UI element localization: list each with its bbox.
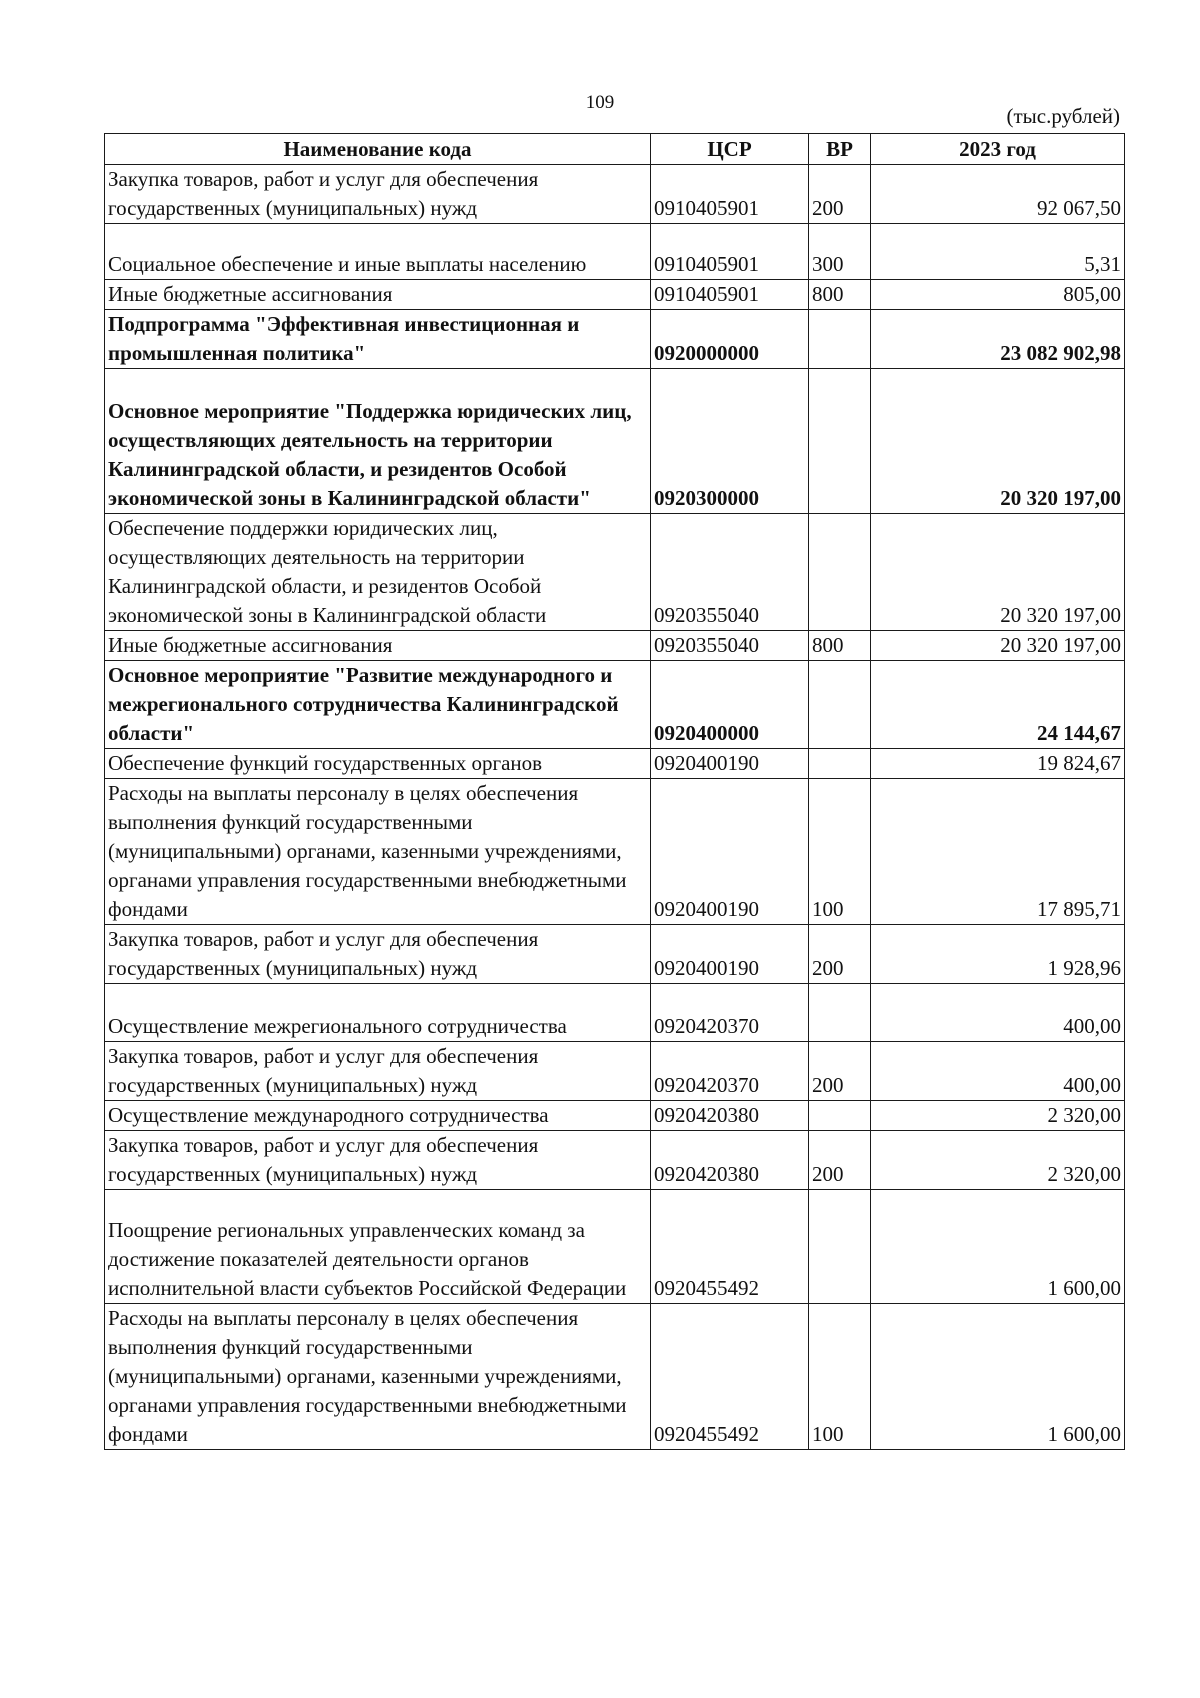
row-amount-cell: 1 600,00 <box>871 1304 1125 1450</box>
row-amount-cell: 23 082 902,98 <box>871 310 1125 369</box>
row-csr-cell: 0920400000 <box>651 661 809 749</box>
row-csr-cell: 0920400190 <box>651 925 809 984</box>
header-year: 2023 год <box>871 134 1125 165</box>
row-csr-cell: 0920400190 <box>651 749 809 779</box>
row-name-cell: Расходы на выплаты персоналу в целях обеспечения выполнения функций государственными (муниципальными) органами, казенными учреждениями, органами управления государственными внебюджетными фондами <box>105 779 651 925</box>
table-row <box>105 280 1125 310</box>
row-csr-cell: 0910405901 <box>651 165 809 224</box>
row-vr-cell: 800 <box>809 280 871 310</box>
row-vr-cell: 800 <box>809 631 871 661</box>
row-amount-cell: 17 895,71 <box>871 779 1125 925</box>
table-row <box>105 310 1125 369</box>
row-name-cell: Иные бюджетные ассигнования <box>105 280 651 310</box>
row-amount-cell: 400,00 <box>871 1042 1125 1101</box>
row-amount-cell: 20 320 197,00 <box>871 631 1125 661</box>
row-name-cell: Социальное обеспечение и иные выплаты населению <box>105 224 651 280</box>
row-vr-cell: 200 <box>809 1042 871 1101</box>
table-row <box>105 1131 1125 1190</box>
row-amount-cell: 19 824,67 <box>871 749 1125 779</box>
row-vr-cell <box>809 369 871 514</box>
row-csr-cell: 0920420380 <box>651 1101 809 1131</box>
page-number: 109 <box>585 92 615 113</box>
row-vr-cell: 200 <box>809 165 871 224</box>
table-row <box>105 631 1125 661</box>
table-row <box>105 514 1125 631</box>
row-name-cell: Основное мероприятие "Развитие международного и межрегионального сотрудничества Калининградской области" <box>105 661 651 749</box>
row-csr-cell: 0920455492 <box>651 1190 809 1304</box>
row-vr-cell: 200 <box>809 1131 871 1190</box>
row-amount-cell: 2 320,00 <box>871 1131 1125 1190</box>
header-csr: ЦСР <box>651 134 809 165</box>
row-name-cell: Обеспечение функций государственных органов <box>105 749 651 779</box>
row-name-cell: Осуществление международного сотрудничества <box>105 1101 651 1131</box>
row-amount-cell: 2 320,00 <box>871 1101 1125 1131</box>
row-csr-cell: 0920420370 <box>651 1042 809 1101</box>
row-amount-cell: 1 928,96 <box>871 925 1125 984</box>
table-row <box>105 925 1125 984</box>
row-name-cell: Закупка товаров, работ и услуг для обеспечения государственных (муниципальных) нужд <box>105 165 651 224</box>
units-note: (тыс.рублей) <box>1006 104 1120 128</box>
row-amount-cell: 400,00 <box>871 984 1125 1042</box>
row-amount-cell: 20 320 197,00 <box>871 514 1125 631</box>
header-name: Наименование кода <box>105 134 651 165</box>
row-vr-cell <box>809 984 871 1042</box>
row-vr-cell: 100 <box>809 779 871 925</box>
row-name-cell: Закупка товаров, работ и услуг для обеспечения государственных (муниципальных) нужд <box>105 1042 651 1101</box>
row-csr-cell: 0920355040 <box>651 631 809 661</box>
table-header-row <box>105 134 1125 165</box>
row-csr-cell: 0920420380 <box>651 1131 809 1190</box>
row-amount-cell: 92 067,50 <box>871 165 1125 224</box>
table-row <box>105 1042 1125 1101</box>
row-csr-cell: 0910405901 <box>651 280 809 310</box>
row-name-cell: Иные бюджетные ассигнования <box>105 631 651 661</box>
row-vr-cell: 300 <box>809 224 871 280</box>
row-vr-cell <box>809 749 871 779</box>
row-csr-cell: 0920400190 <box>651 779 809 925</box>
table-row <box>105 165 1125 224</box>
row-vr-cell <box>809 1101 871 1131</box>
row-vr-cell <box>809 514 871 631</box>
row-name-cell: Основное мероприятие "Поддержка юридических лиц, осуществляющих деятельность на территории Калининградской области, и резидентов Особой экономической зоны в Калининградской области" <box>105 369 651 514</box>
row-csr-cell: 0920300000 <box>651 369 809 514</box>
row-name-cell: Поощрение региональных управленческих команд за достижение показателей деятельности органов исполнительной власти субъектов Российской Федерации <box>105 1190 651 1304</box>
row-csr-cell: 0910405901 <box>651 224 809 280</box>
row-name-cell: Расходы на выплаты персоналу в целях обеспечения выполнения функций государственными (муниципальными) органами, казенными учреждениями, органами управления государственными внебюджетными фондами <box>105 1304 651 1450</box>
row-name-cell: Подпрограмма "Эффективная инвестиционная и промышленная политика" <box>105 310 651 369</box>
row-vr-cell <box>809 661 871 749</box>
table-row <box>105 1304 1125 1450</box>
row-amount-cell: 5,31 <box>871 224 1125 280</box>
row-name-cell: Обеспечение поддержки юридических лиц, осуществляющих деятельность на территории Калининградской области, и резидентов Особой экономической зоны в Калининградской области <box>105 514 651 631</box>
row-vr-cell: 200 <box>809 925 871 984</box>
row-amount-cell: 24 144,67 <box>871 661 1125 749</box>
table-row <box>105 224 1125 280</box>
row-csr-cell: 0920355040 <box>651 514 809 631</box>
row-amount-cell: 20 320 197,00 <box>871 369 1125 514</box>
table-row <box>105 1101 1125 1131</box>
row-csr-cell: 0920455492 <box>651 1304 809 1450</box>
budget-table <box>104 133 1125 1450</box>
table-row <box>105 984 1125 1042</box>
table-row <box>105 369 1125 514</box>
row-vr-cell <box>809 1190 871 1304</box>
header-vr: ВР <box>809 134 871 165</box>
row-name-cell: Осуществление межрегионального сотрудничества <box>105 984 651 1042</box>
table-row <box>105 749 1125 779</box>
table-row <box>105 779 1125 925</box>
table-row <box>105 1190 1125 1304</box>
row-amount-cell: 805,00 <box>871 280 1125 310</box>
row-name-cell: Закупка товаров, работ и услуг для обеспечения государственных (муниципальных) нужд <box>105 925 651 984</box>
row-vr-cell <box>809 310 871 369</box>
row-amount-cell: 1 600,00 <box>871 1190 1125 1304</box>
row-csr-cell: 0920420370 <box>651 984 809 1042</box>
row-name-cell: Закупка товаров, работ и услуг для обеспечения государственных (муниципальных) нужд <box>105 1131 651 1190</box>
row-vr-cell: 100 <box>809 1304 871 1450</box>
table-row <box>105 661 1125 749</box>
table-body <box>105 165 1125 1450</box>
row-csr-cell: 0920000000 <box>651 310 809 369</box>
